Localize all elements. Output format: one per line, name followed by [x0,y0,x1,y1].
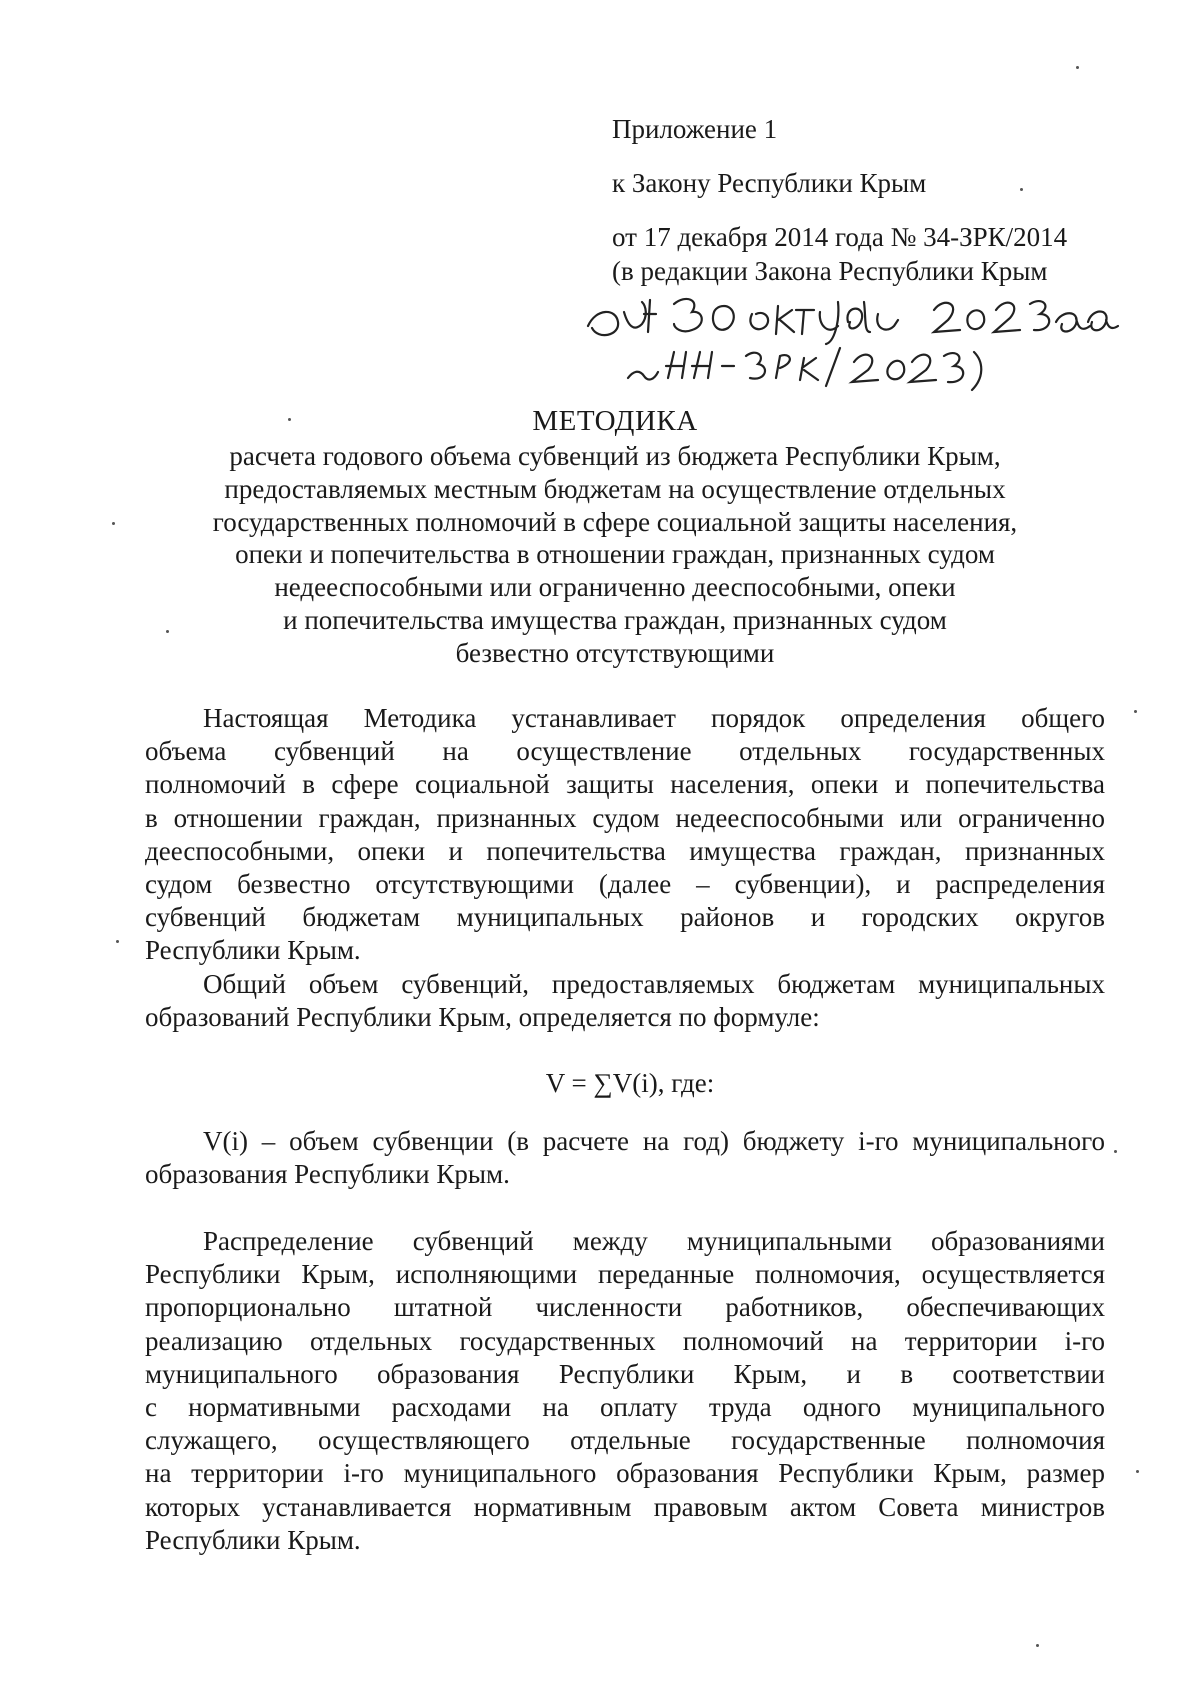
scan-speck [166,630,169,633]
paragraph-variable-definition [145,1125,1105,1191]
paragraph-line: Настоящая Методика устанавливает порядок определения общего [203,703,1105,733]
paragraph-line: V(i) – объем субвенции (в расчете на год) бюджету i-го муниципального [203,1126,1105,1156]
appendix-number: Приложение 1 [612,114,778,144]
handwritten-edition-date [582,282,1122,392]
paragraph-line: служащего, осуществляющего отдельные государственные полномочия [145,1425,1105,1456]
document-subtitle [130,440,1100,670]
paragraph-line: полномочий в сфере социальной защиты населения, опеки и попечительства [145,769,1105,800]
paragraph-distribution [145,1225,1105,1557]
subtitle-line: и попечительства имущества граждан, признанных судом [283,604,947,635]
paragraph-line: Республики Крым. [145,1524,361,1555]
subtitle-line: расчета годового объема субвенций из бюджета Республики Крым, [229,441,1001,471]
scan-speck [1114,1150,1117,1153]
paragraph-line: дееспособными, опеки и попечительства имущества граждан, признанных [145,835,1105,866]
paragraph-line: образований Республики Крым, определяется по формуле: [145,1002,820,1033]
paragraph-line: образования Республики Крым. [145,1159,510,1190]
document-title-block [130,402,1100,670]
paragraph-purpose [145,702,1105,968]
paragraph-line: субвенций бюджетам муниципальных районов и городских округов [145,902,1105,933]
scan-speck [1136,1470,1139,1473]
subtitle-line: безвестно отсутствующими [455,637,775,668]
paragraph-line: реализацию отдельных государственных полномочий на территории i-го [145,1325,1105,1356]
subtitle-line: недееспособными или ограниченно дееспособными, опеки [274,572,956,603]
subtitle-line: предоставляемых местным бюджетам на осуществление отдельных [224,473,1006,504]
scan-speck [1134,710,1137,713]
appendix-law-date: от 17 декабря 2014 года № 34-ЗРК/2014 [612,222,1068,252]
paragraph-line: пропорционально штатной численности работников, обеспечивающих [145,1292,1105,1323]
paragraph-line: в отношении граждан, признанных судом недееспособными или ограниченно [145,802,1105,833]
appendix-law-reference: к Закону Республики Крым [612,168,927,198]
paragraph-line: объема субвенций на осуществление отдельных государственных [145,736,1105,767]
scan-speck [116,940,119,943]
scan-speck [112,522,115,525]
subtitle-line: государственных полномочий в сфере социальной защиты населения, [212,506,1018,537]
appendix-edition-note: (в редакции Закона Республики Крым [612,256,1048,286]
appendix-header [612,112,1112,288]
paragraph-line: Общий объем субвенций, предоставляемых бюджетам муниципальных [203,969,1105,999]
formula: V = ∑V(i), где: [545,1068,715,1098]
paragraph-line: с нормативными расходами на оплату труда одного муниципального [145,1392,1105,1423]
paragraph-line: которых устанавливается нормативным правовым актом Совета министров [145,1491,1105,1522]
scan-speck [1036,1644,1039,1647]
document-title: МЕТОДИКА [532,405,698,437]
scan-speck [1020,188,1023,191]
paragraph-line: Республики Крым. [145,935,361,966]
paragraph-line: Распределение субвенций между муниципальными образованиями [203,1226,1105,1256]
paragraph-line: Республики Крым, исполняющими переданные полномочия, осуществляется [145,1259,1105,1290]
scan-speck [288,418,291,421]
scan-speck [1076,66,1079,69]
paragraph-total-volume [145,968,1105,1034]
subtitle-line: опеки и попечительства в отношении граждан, признанных судом [235,539,995,570]
paragraph-line: на территории i-го муниципального образования Республики Крым, размер [145,1458,1105,1489]
paragraph-line: муниципального образования Республики Крым, и в соответствии [145,1358,1105,1389]
paragraph-line: судом безвестно отсутствующими (далее – субвенции), и распределения [145,869,1105,900]
